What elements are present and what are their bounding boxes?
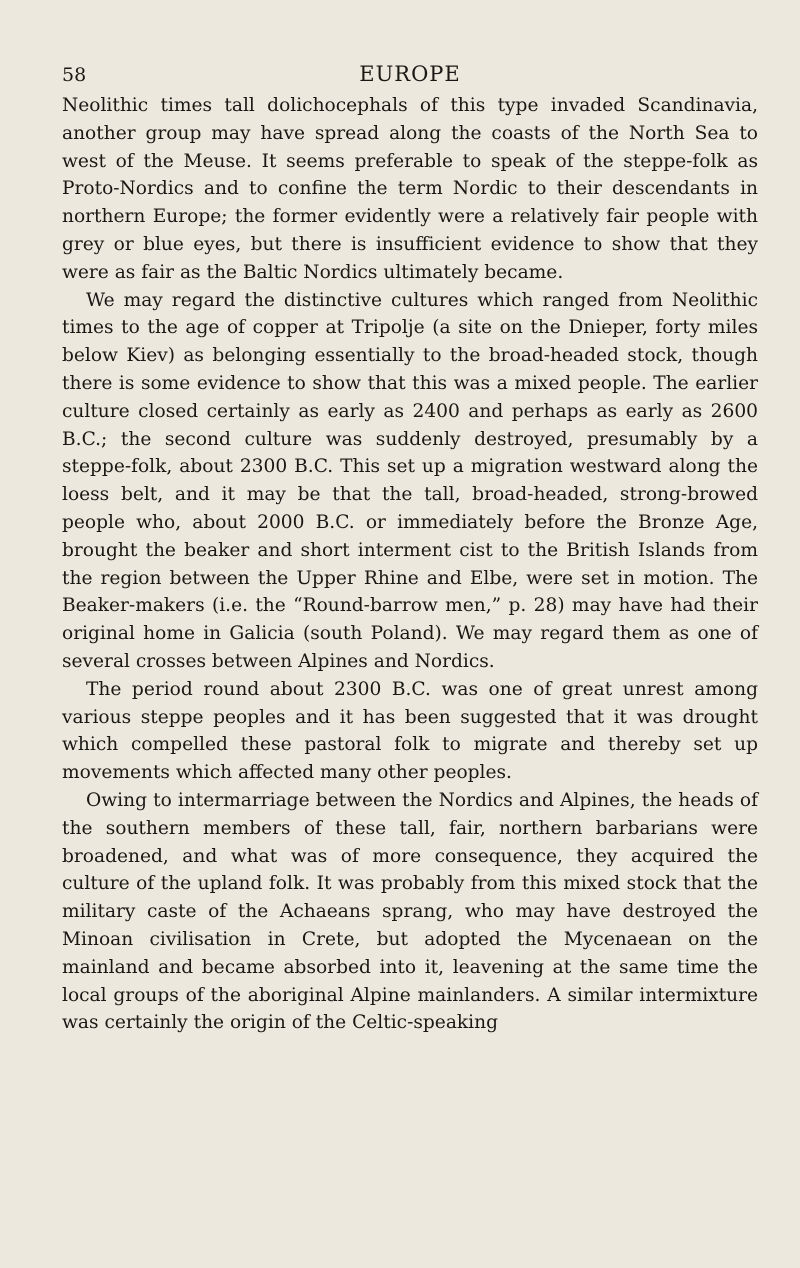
body-text	[62, 92, 758, 1037]
running-header	[62, 56, 758, 92]
paragraph-tripolje: We may regard the distinctive cultures which ranged from Neolithic times to the age of copper at Tripolje (a site on the Dnieper, forty miles below Kiev) as belonging essentially to the broad-headed stock, though there is some evidence to show that this was a mixed people. The earlier culture closed certainly as early as 2400 and perhaps as early as 2600 B.C.; the second culture was suddenly destroyed, presumably by a steppe-folk, about 2300 B.C. This set up a migration westward along the loess belt, and it may be that the tall, broad-headed, strong-browed people who, about 2000 B.C. or immediately before the Bronze Age, brought the beaker and short interment cist to the British Islands from the region between the Upper Rhine and Elbe, were set in motion. The Beaker-makers (i.e. the “Round-barrow men,” p. 28) may have had their original home in Galicia (south Poland). We may regard them as one of several crosses between Alpines and Nordics.	[62, 289, 758, 672]
book-page	[62, 56, 758, 1037]
running-title: EUROPE	[359, 62, 461, 86]
paragraph-unrest: The period round about 2300 B.C. was one of great unrest among various steppe peoples and it has been suggested that it was drought which compelled these pastoral folk to migrate and thereby set up movements which affected many other peoples.	[62, 678, 758, 784]
paragraph-intermarriage: Owing to intermarriage between the Nordics and Alpines, the heads of the southern members of these tall, fair, northern barbarians were broadened, and what was of more consequence, they acquired the culture of the upland folk. It was probably from this mixed stock that the military caste of the Achaeans sprang, who may have destroyed the Minoan civilisation in Crete, but adopted the Mycenaean on the mainland and became absorbed into it, leavening at the same time the local groups of the aboriginal Alpine mainlanders. A similar intermixture was certainly the origin of the Celtic-speaking	[62, 789, 758, 1034]
paragraph-continued: Neolithic times tall dolichocephals of this type invaded Scandinavia, another group may have spread along the coasts of the North Sea to west of the Meuse. It seems preferable to speak of the steppe-folk as Proto-Nordics and to confine the term Nordic to their descendants in northern Europe; the former evidently were a relatively fair people with grey or blue eyes, but there is insufficient evidence to show that they were as fair as the Baltic Nordics ultimately became.	[62, 95, 758, 283]
page-number: 58	[62, 64, 87, 86]
